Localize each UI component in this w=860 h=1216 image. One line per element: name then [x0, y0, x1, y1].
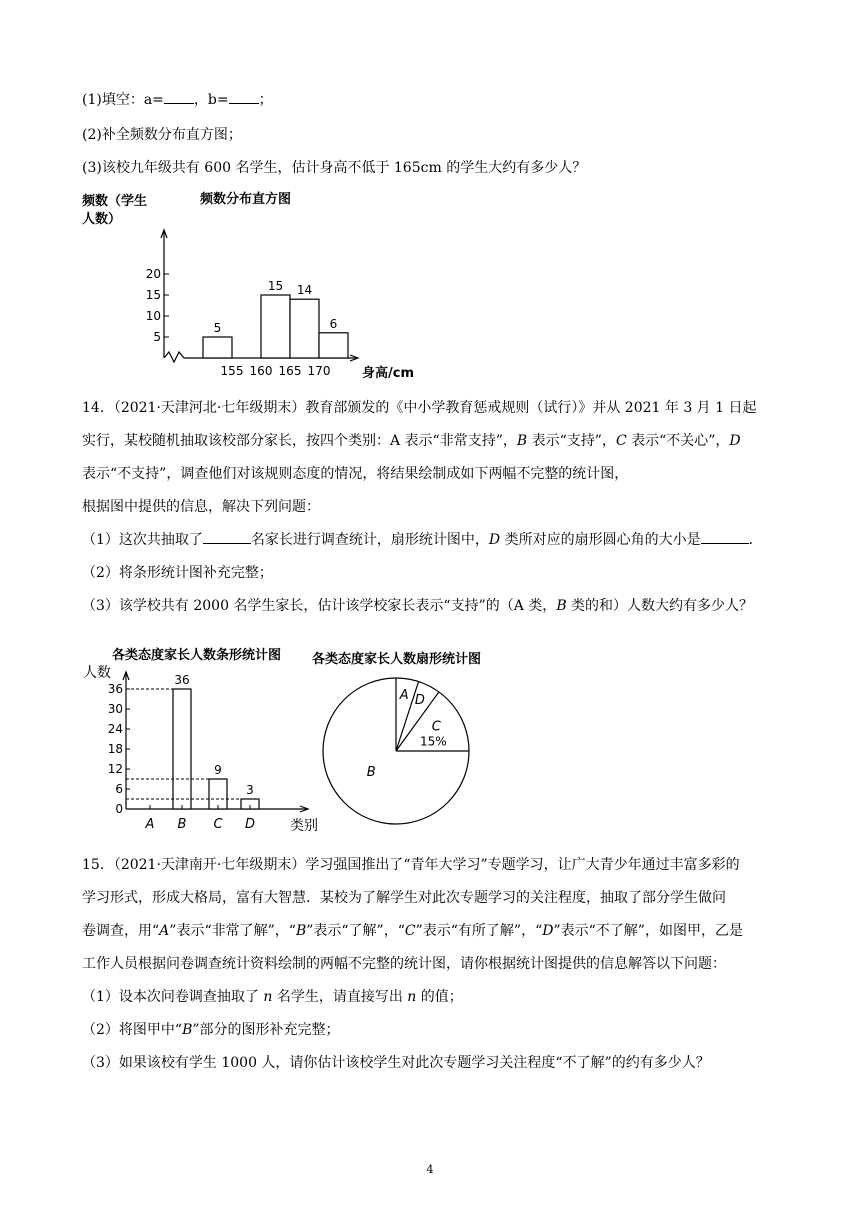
bar: [173, 689, 191, 809]
q15-line3-d: ”表示“有所了解”，“: [415, 923, 543, 939]
q15-item3: （3）如果该校有学生 1000 人，请你估计该校学生对此次专题学习关注程度“不了解”的约有多少人？: [82, 1055, 710, 1071]
bar-y-tick-label: 36: [107, 682, 123, 696]
answer-blank-b[interactable]: [229, 103, 259, 104]
q14-item3-a: （3）该学校共有 2000 名学生家长，估计该学校家长表示“支持”的（A 类，: [82, 598, 557, 614]
answer-blank-angle[interactable]: [701, 543, 749, 544]
pie-slice-label: B: [366, 764, 376, 780]
q14-line1: 14．（2021·天津河北·七年级期末）教育部颁发的《中小学教育惩戒规则（试行）》并从 2021 年 3 月 1 日起: [82, 400, 757, 416]
hist-y-tick-label: 20: [145, 267, 161, 281]
q14-item1-e: ．: [748, 532, 763, 548]
q14-item1-d: 类所对应的扇形圆心角的大小是: [500, 532, 701, 548]
bar-plot: [108, 672, 308, 832]
q14-line2-d: C: [615, 433, 627, 449]
q14-item1-a: （1）这次共抽取了: [82, 532, 203, 548]
pie-title: 各类态度家长人数扇形统计图: [312, 652, 482, 667]
q15-line3-c: ”表示“了解”，“: [306, 923, 405, 939]
q14-line2-f: D: [729, 433, 741, 449]
bar-value-label: 3: [246, 783, 254, 797]
q15-item1-c: 的值；: [416, 989, 463, 1005]
hist-x-tick-label: 155: [220, 364, 244, 378]
bar-y-tick-label: 24: [107, 722, 123, 736]
histogram-figure: [76, 186, 426, 386]
bar-y-tick-label: 12: [107, 762, 123, 776]
q15-item1: [82, 987, 463, 1007]
hist-title: 频数分布直方图: [200, 192, 292, 207]
q15-item1-a: （1）设本次问卷调查抽取了: [82, 989, 264, 1005]
hist-x-tick-label: 165: [278, 364, 302, 378]
q15-line3-B: B: [295, 923, 307, 939]
q14-item3: [82, 596, 753, 616]
q15-line4: 工作人员根据问卷调查统计资料绘制的两幅不完整的统计图，请你根据统计图提供的信息解答以下问题：: [82, 956, 726, 972]
bar-value-label: 36: [174, 673, 190, 687]
bar: [209, 779, 227, 809]
pie-slice-percent-label: 15%: [419, 734, 447, 749]
bar-y-tick-label: 30: [107, 702, 123, 716]
q15-line3-A: A: [159, 923, 170, 939]
pie-slice-label: C: [431, 719, 441, 735]
q15-line3-D: D: [542, 923, 554, 939]
bar-y-tick-label: 18: [107, 742, 123, 756]
hist-bar-value-label: 14: [296, 283, 313, 298]
hist-y-tick-label: 15: [145, 288, 161, 302]
hist-plot: [146, 230, 414, 381]
bar-category-label: B: [177, 817, 187, 832]
answer-blank-a[interactable]: [164, 103, 194, 104]
hist-bar: [319, 333, 348, 358]
q15-line3-e: ”表示“不了解”，如图甲，乙是: [553, 923, 743, 939]
q14-line2-c: 表示“支持”，: [527, 433, 616, 449]
q14-line2-a: 实行，某校随机抽取该校部分家长，按四个类别：A 表示“非常支持”，: [82, 433, 517, 449]
q14-line4: 根据图中提供的信息，解决下列问题：: [82, 499, 320, 515]
q15-item1-b: 名学生，请直接写出: [272, 989, 408, 1005]
hist-bar: [261, 295, 290, 358]
q14-item1-b: 名家长进行调查统计，扇形统计图中，: [250, 532, 489, 548]
pie-plot: [323, 678, 469, 824]
q15-line1: 15．（2021·天津南开·七年级期末）学习强国推出了“青年大学习”专题学习，让广大青少年通过丰富多彩的: [82, 857, 740, 873]
q13-item2: (2)补全频数分布直方图；: [82, 127, 242, 143]
q14-item3-c: 类的和）人数大约有多少人？: [566, 598, 754, 614]
answer-blank-count[interactable]: [203, 543, 251, 544]
bar-title: 各类态度家长人数条形统计图: [112, 648, 282, 663]
pie-slice-label: A: [399, 688, 409, 704]
q14-item2: （2）将条形统计图补充完整；: [82, 565, 273, 581]
hist-x-tick-label: 170: [307, 364, 331, 378]
q14-line2-e: 表示“不关心”，: [626, 433, 730, 449]
pie-slice-label: D: [414, 693, 425, 709]
q13-item1-text-b: ，b=: [193, 92, 229, 108]
bar-xlabel: 类别: [290, 818, 318, 834]
hist-bar-value-label: 15: [267, 279, 284, 293]
hist-bar-value-label: 6: [329, 316, 338, 331]
q15-item2-b: ”部分的图形补充完整；: [192, 1022, 340, 1038]
bar-y-tick-label: 6: [115, 782, 123, 796]
q13-item1: [82, 90, 273, 110]
q13-item3: (3)该校九年级共有 600 名学生，估计身高不低于 165cm 的学生大约有多少人？: [82, 160, 587, 176]
hist-ylabel-2: [82, 211, 121, 227]
q15-line3-C: C: [404, 923, 416, 939]
q15-item2-a: （2）将图甲中“: [82, 1022, 183, 1038]
hist-ylabel-line2: 人数）: [82, 212, 122, 227]
q15-line3-b: ”表示“非常了解”，“: [169, 923, 296, 939]
hist-x-tick-label: 160: [249, 364, 273, 378]
bar-chart-figure: [80, 640, 330, 838]
bar-category-label: C: [213, 817, 223, 832]
hist-ylabel-line1: 频数（学生: [82, 194, 148, 209]
hist-bar: [290, 299, 319, 358]
q15-item2-B: B: [182, 1022, 193, 1038]
hist-y-tick-label: 5: [153, 330, 161, 344]
q14-line2: [82, 431, 741, 451]
pie-chart-figure: [306, 640, 506, 840]
q15-line3-a: 卷调查，用“: [82, 923, 160, 939]
hist-bar: [203, 337, 232, 358]
hist-bar-value-label: 5: [213, 321, 222, 335]
page-number: 4: [426, 1163, 434, 1176]
bar-category-label: A: [145, 817, 155, 832]
bar-y-tick-label: 0: [115, 802, 123, 816]
q15-item1-n2: n: [407, 989, 417, 1005]
hist-xlabel: 身高/cm: [362, 366, 415, 381]
bar-value-label: 9: [214, 763, 222, 777]
q13-item1-text: (1)填空：a=: [82, 92, 164, 108]
q14-item3-b: B: [556, 598, 567, 614]
bar-ylabel: 人数: [83, 665, 111, 681]
q15-line2: 学习形式，形成大格局，富有大智慧．某校为了解学生对此次专题学习的关注程度，抽取了部分学生做问: [82, 890, 726, 906]
q14-line2-b: B: [516, 433, 528, 449]
q15-line3: [82, 921, 743, 941]
q14-line3: 表示“不支持”，调查他们对该规则态度的情况，将结果绘制成如下两幅不完整的统计图，: [82, 466, 629, 482]
bar-category-label: D: [244, 817, 256, 832]
q14-item1-c: D: [488, 532, 501, 548]
q15-item2: [82, 1020, 340, 1040]
q15-item1-n: n: [263, 989, 273, 1005]
q13-item1-end: ；: [258, 92, 273, 108]
q14-item1: [82, 530, 763, 550]
hist-ylabel: [82, 193, 147, 209]
hist-y-tick-label: 10: [145, 309, 161, 323]
